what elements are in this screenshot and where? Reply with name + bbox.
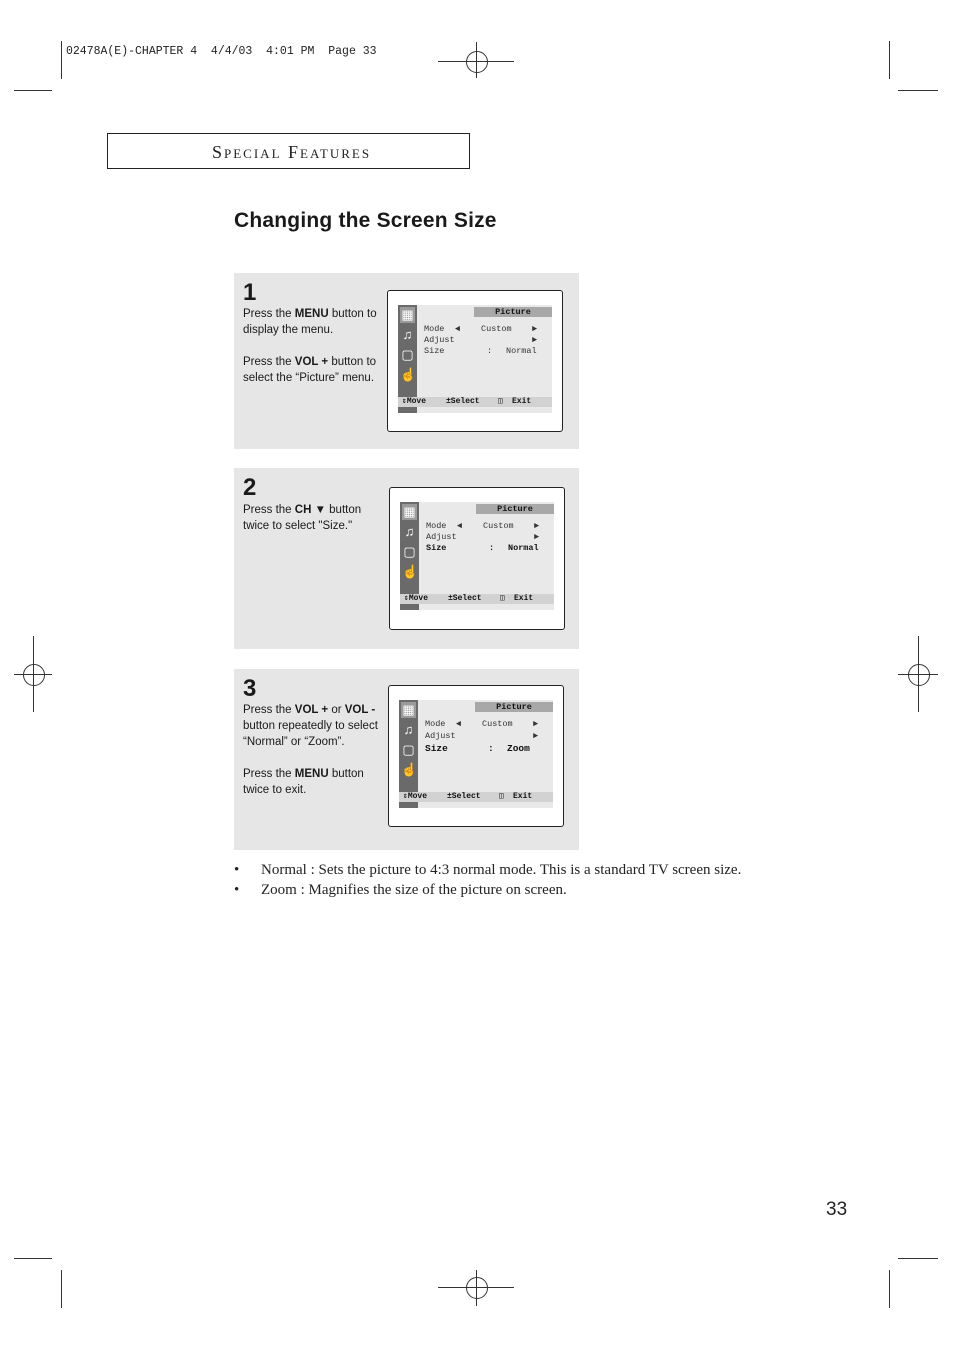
channel-icon: ▢ [402,742,415,757]
print-slug: 02478A(E)-CHAPTER 4 4/4/03 4:01 PM Page 33 [66,45,377,58]
picture-icon: ▦ [403,504,416,519]
setup-icon: ☝ [400,367,417,382]
sound-icon: ♫ [402,327,413,342]
osd-header: Picture [476,504,554,514]
exit-icon: ◫ [500,594,505,603]
osd-footer: ⇕Move ±Select ◫ Exit [400,594,554,604]
step-instructions: Press the MENU button to display the menu. Press the VOL + button to select the “Picture” menu. [243,308,377,384]
osd-screen [387,290,563,432]
osd-row-adjust: Adjust ► [425,731,539,741]
osd-header: Picture [475,702,553,712]
section-title: Special Features [212,142,372,162]
picture-icon: ▦ [402,702,415,717]
section-header [107,133,470,169]
step-number: 1 [243,279,257,306]
osd-footer: ⇕Move ±Select ◫ Exit [398,397,552,407]
exit-icon: ◫ [499,792,504,801]
setup-icon: ☝ [401,762,418,777]
step-3-panel [234,669,579,850]
osd-row-mode: Mode ◄ Custom ► [426,521,540,531]
notes-list [234,862,834,902]
note-text: Normal : Sets the picture to 4:3 normal mode. This is a standard TV screen size. [261,862,742,878]
bullet: • [234,882,240,898]
step-instructions: Press the VOL + or VOL - button repeatedly to select “Normal” or “Zoom”. Press the MENU button twice to exit. [243,704,378,796]
channel-icon: ▢ [401,347,414,362]
osd-footer: ⇕Move ±Select ◫ Exit [399,792,553,802]
list-item [234,882,834,902]
osd-screen [389,487,565,630]
exit-icon: ◫ [498,397,503,406]
osd-screen [388,685,564,827]
osd-row-mode: Mode ◄ Custom ► [425,719,539,729]
osd-row-size: Size : Normal [426,543,539,553]
note-text: Zoom : Magnifies the size of the picture on screen. [261,882,567,898]
step-2-panel [234,468,579,649]
osd-header: Picture [474,307,552,317]
osd-row-size: Size : Zoom [425,743,530,754]
sound-icon: ♫ [404,524,415,539]
page-number: 33 [826,1199,848,1220]
list-item [234,862,834,882]
osd-row-adjust: Adjust ► [426,532,540,542]
osd-row-adjust: Adjust ► [424,335,538,345]
page-title: Changing the Screen Size [234,209,497,232]
osd-row-size: Size : Normal [424,346,537,356]
channel-icon: ▢ [403,544,416,559]
setup-icon: ☝ [402,564,419,579]
bullet: • [234,862,240,878]
picture-icon: ▦ [401,307,414,322]
step-number: 2 [243,474,257,501]
sound-icon: ♫ [403,722,414,737]
step-number: 3 [243,675,257,702]
step-1-panel [234,273,579,449]
step-instructions: Press the CH ▼ button twice to select "Size." [243,504,362,532]
osd-row-mode: Mode ◄ Custom ► [424,324,538,334]
